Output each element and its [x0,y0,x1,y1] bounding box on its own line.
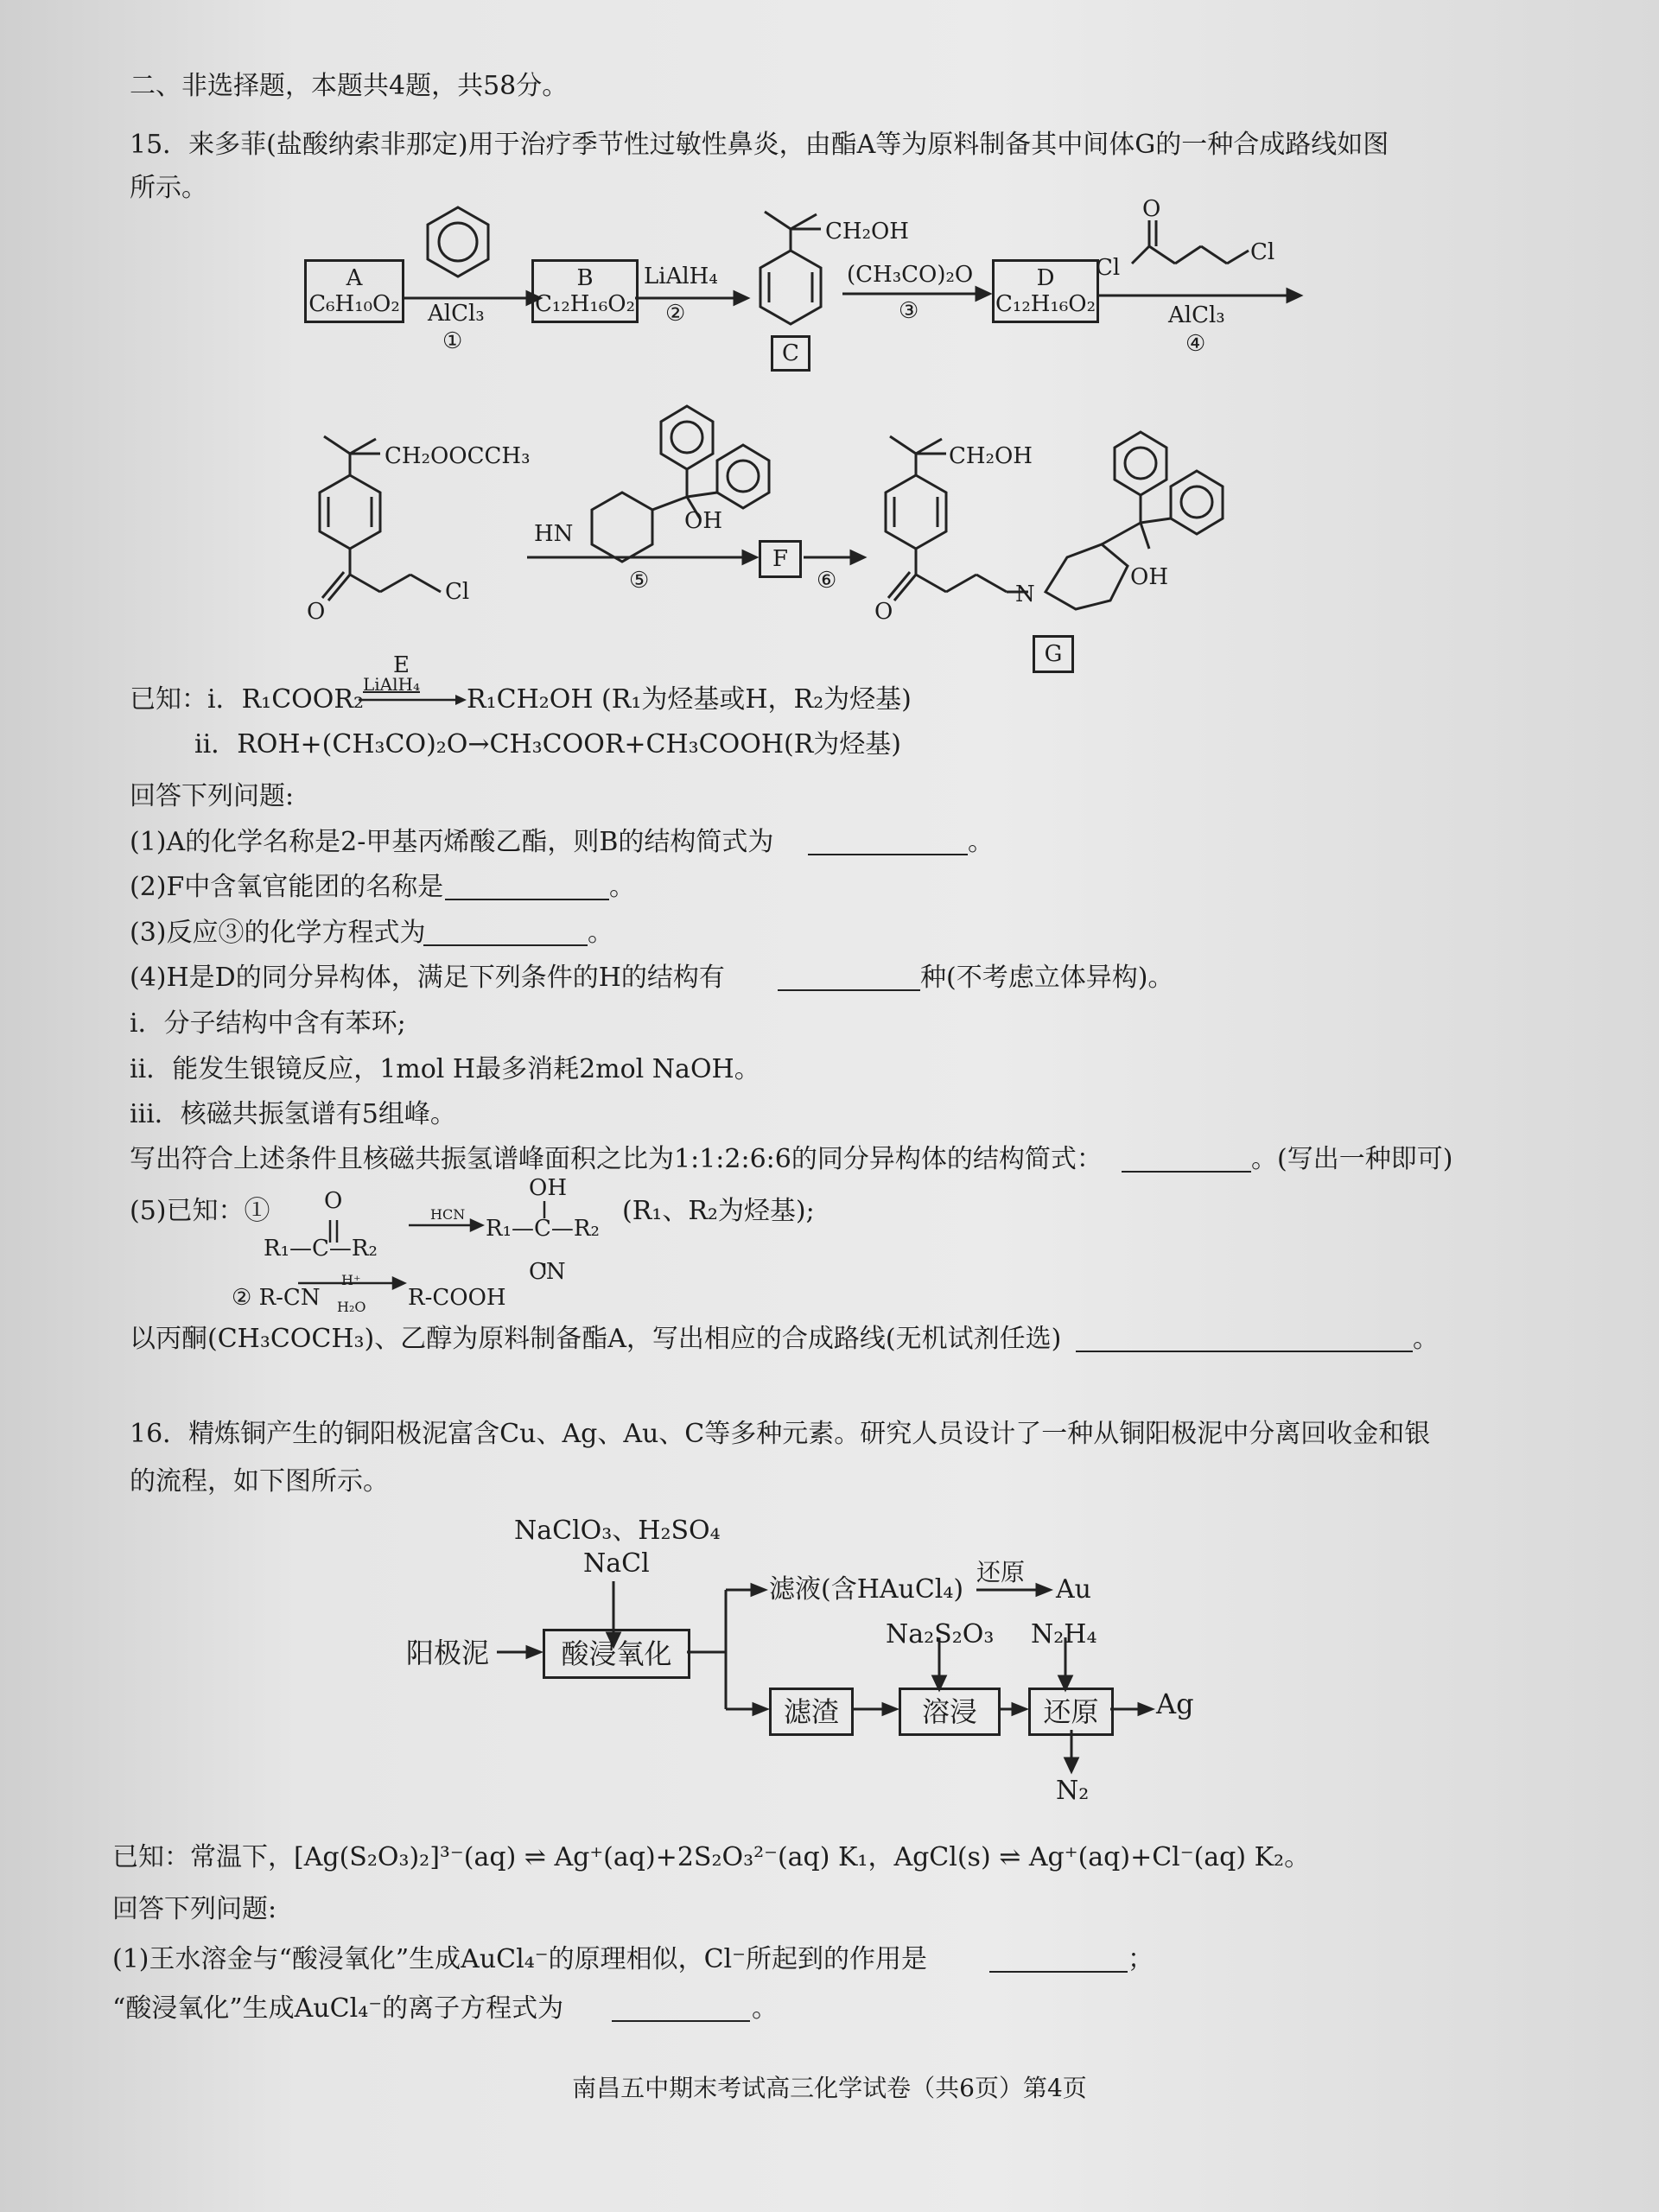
known-i-prefix: 已知：i．R₁COOR₂ [130,684,364,715]
q16-ag: Ag [1156,1688,1194,1720]
q15-4-write-tail: 。(写出一种即可) [1251,1144,1453,1174]
condition-iii: iii．核磁共振氢谱有5组峰。 [130,1099,456,1129]
q15-5-r-note: (R₁、R₂为烃基); [622,1196,815,1226]
q15-5-prefix: (5)已知：① [130,1196,270,1226]
section-header: 二、非选择题，本题共4题，共58分。 [130,71,569,101]
q15-3-blank[interactable] [423,944,588,946]
q16-reduce-label: 还原 [976,1558,1026,1586]
step3-reagent: (CH₃CO)₂O [847,262,974,288]
condition-ii: ii．能发生银镜反应，1mol H最多消耗2mol NaOH。 [130,1054,760,1084]
step5-number: ⑤ [629,568,650,594]
answer-prompt-15: 回答下列问题: [130,781,295,811]
q16-n2h4: N₂H₄ [1031,1619,1097,1649]
compound-a-label: A [346,265,363,291]
row2-ketone-o: O [307,599,326,625]
q15-2: (2)F中含氧官能团的名称是 [130,872,444,902]
q16-flowchart-lines [0,1503,1659,1815]
q16-residue-box [769,1688,854,1736]
step1-number: ① [442,328,463,354]
g-oh: OH [1130,564,1168,590]
acyl-cl-left: Cl [1096,255,1121,281]
q16-leach-box [899,1688,1001,1736]
q15-3: (3)反应③的化学方程式为 [130,918,426,948]
compound-b-box [531,259,639,323]
q15-1-blank[interactable] [808,854,968,855]
condition-i: i．分子结构中含有苯环; [130,1008,406,1039]
known-i-arrow [359,691,471,709]
q15-4-blank[interactable] [778,989,920,991]
q15-5-2-bottom: H₂O [337,1299,366,1315]
q15-5-hcn: HCN [430,1206,466,1223]
q15-5-left: R₁—C—R₂ [264,1236,378,1262]
q16-reagent-top2: NaCl [583,1548,650,1579]
q16-na2s2o3: Na₂S₂O₃ [886,1619,995,1649]
q16-1: (1)王水溶金与“酸浸氧化”生成AuCl₄⁻的原理相似，Cl⁻所起到的作用是 [112,1944,927,1974]
row2-group-acetate: CH₂OOCCH₃ [385,443,531,469]
q16-reduce: 还原 [1043,1695,1099,1728]
acyl-cl-right: Cl [1250,239,1275,265]
q16-au: Au [1056,1574,1091,1605]
compound-c-group: CH₂OH [825,219,909,245]
step2-number: ② [665,301,686,327]
q15-intro-line1: 15．来多菲(盐酸纳索非那定)用于治疗季节性过敏性鼻炎，由酯A等为原料制备其中间体G的一种合成路线如图 [130,130,1389,160]
piperidine-hn: HN [534,521,574,547]
step4-catalyst: AlCl₃ [1168,302,1225,328]
q15-2-blank[interactable] [445,899,609,900]
q15-4: (4)H是D的同分异构体，满足下列条件的H的结构有 [130,963,725,993]
compound-d-label: D [1036,265,1055,291]
q15-5-task: 以丙酮(CH₃COCH₃)、乙醇为原料制备酯A，写出相应的合成路线(无机试剂任选) [130,1324,1062,1354]
q16-reduce-box [1028,1688,1114,1736]
compound-f-label: F [772,546,789,572]
q16-known: 已知：常温下，[Ag(S₂O₃)₂]³⁻(aq) ⇌ Ag⁺(aq)+2S₂O₃²⁻(aq) K₁，AgCl(s) ⇌ Ag⁺(aq)+Cl⁻(aq) K₂。 [112,1842,1311,1872]
g-group-ch2oh: CH₂OH [949,443,1033,469]
known-i-suffix: R₁CH₂OH (R₁为烃基或H，R₂为烃基) [467,684,912,715]
q16-answer-prompt: 回答下列问题: [112,1894,277,1924]
page-footer: 南昌五中期末考试高三化学试卷（共6页）第4页 [572,2074,1087,2102]
step2-reagent: LiAlH₄ [644,264,718,289]
q15-4-write: 写出符合上述条件且核磁共振氢谱峰面积之比为1:1:2:6:6的同分异构体的结构简式： [130,1144,1103,1174]
known-i-reagent: LiAlH₄ [363,674,420,695]
q16-1-blank[interactable] [989,1971,1128,1973]
q15-5-blank[interactable] [1076,1351,1413,1352]
compound-f-box [759,540,802,578]
q16-intro-line1: 16．精炼铜产生的铜阳极泥富含Cu、Ag、Au、C等多种元素。研究人员设计了一种从铜阳极泥中分离回收金和银 [130,1419,1431,1449]
exam-page: 二、非选择题，本题共4题，共58分。 15．来多菲(盐酸纳索非那定)用于治疗季节性过敏性鼻炎，由酯A等为原料制备其中间体G的一种合成路线如图 所示。 O Cl Cl A C₆H₁₀O₂ AlCl₃ ① B C₁₂H₁₆O₂ LiAlH₄ ② CH₂OH C (CH₃CO)₂O ③ D C₁₂H₁₆O₂ AlCl₃ ④ CH₂OOCCH₃ O Cl HN OH ⑤ F ⑥ CH₂OH O N OH G E 已知：i．R₁COOR₂ LiAlH₄ R₁CH₂OH (R₁为烃基或H，R₂为烃基) ii．ROH+(CH₃CO)₂O→CH₃COOR+CH₃COOH(R为烃基) 回答下列问题: (1)A的化学名称是2-甲基丙烯酸乙酯，则B的结构简式为 。 (2)F中含氧官能团的名称是 。 (3)反应③的化学方程式为 。 (4)H是D的同分异构体，满足下列条件的H的结构有 种(不考虑立体异构)。 i．分子结构中含有苯环; ii．能发生银镜反应，1mol H最多消耗2mol NaOH。 iii．核磁共振氢谱有5组峰。 写出符合上述条件且核磁共振氢谱峰面积之比为1:1:2:6:6的同分异构体的结构简式： 。(写出一种即可) (5)已知：① O R₁—C—R₂ HCN OH R₁—C—R₂ CN (R₁、R₂为烃基); ② R-CN H⁺ H₂O R-COOH 以丙酮(CH₃COCH₃)、乙醇为原料制备酯A，写出相应的合成路线(无机试剂任选) 。 16．精炼铜产生的铜阳极泥富含Cu、Ag、Au、C等多种元素。研究人员设计了一种从铜阳极泥中分离回收金和银 的流程，如下图所示。 NaClO₃、H₂SO₄ NaCl 阳极泥 酸浸氧化 滤液(含HAuCl₄) 还原 Au 滤渣 Na₂S₂O₃ 溶浸 N₂H₄ 还原 Ag N₂ 已知：常温下，[Ag(S₂O₃)₂]³⁻(aq) ⇌ Ag⁺(aq)+2S₂O₃²⁻(aq) K₁，AgCl(s) ⇌ Ag⁺(aq)+Cl⁻(aq) K₂。 回答下列问题: (1)王水溶金与“酸浸氧化”生成AuCl₄⁻的原理相似，Cl⁻所起到的作用是 ； “酸浸氧化”生成AuCl₄⁻的离子方程式为 。 南昌五中期末考试高三化学试卷（共6页）第4页 [0,0,1659,2212]
compound-g-label: G [1044,641,1063,667]
compound-c-box [771,335,810,372]
g-ketone-o: O [874,599,893,625]
acyl-o: O [1142,196,1161,222]
piperidine-oh: OH [684,508,722,534]
step6-number: ⑥ [817,568,837,594]
synthesis-scheme-row2 [0,380,1659,674]
g-n: N [1015,582,1035,607]
q16-n2: N₂ [1056,1776,1090,1806]
compound-b-formula: C₁₂H₁₆O₂ [535,291,635,317]
q15-5-oh: OH [529,1175,567,1201]
compound-b-label: B [576,265,594,291]
known-e-label: E [393,652,410,678]
compound-a-formula: C₆H₁₀O₂ [308,291,400,317]
q16-1-line2: “酸浸氧化”生成AuCl₄⁻的离子方程式为 [112,1993,564,2024]
q16-leach: 溶浸 [921,1695,977,1728]
q15-5-right: R₁—C—R₂ [486,1216,600,1242]
q15-4-tail: 种(不考虑立体异构)。 [920,963,1174,993]
q15-5-o: O [324,1188,343,1214]
compound-d-box [992,259,1099,323]
compound-c-label: C [782,340,799,366]
q16-step-acid-box [543,1629,690,1679]
q15-1: (1)A的化学名称是2-甲基丙烯酸乙酯，则B的结构简式为 [130,827,774,857]
q15-5-2-top: H⁺ [341,1272,361,1288]
q16-step-acid: 酸浸氧化 [561,1637,672,1670]
compound-d-formula: C₁₂H₁₆O₂ [995,291,1096,317]
q16-intro-line2: 的流程，如下图所示。 [130,1466,389,1497]
q16-start: 阳极泥 [406,1637,490,1669]
q15-5-cn: CN [529,1259,566,1285]
q15-intro-line2: 所示。 [130,173,207,203]
q15-5-2-right: R-COOH [408,1285,506,1311]
q16-reagent-top1: NaClO₃、H₂SO₄ [514,1516,721,1546]
compound-a-box [304,259,404,323]
step3-number: ③ [899,298,919,324]
q15-5-2-left: ② R-CN [232,1285,321,1311]
step1-reagent: AlCl₃ [428,301,485,327]
row2-cl: Cl [445,579,470,605]
q16-1-line2-blank[interactable] [612,2020,750,2022]
known-ii: ii．ROH+(CH₃CO)₂O→CH₃COOR+CH₃COOH(R为烃基) [194,729,901,760]
step4-number: ④ [1185,331,1206,357]
compound-g-box [1033,635,1074,673]
q16-filtrate: 滤液(含HAuCl₄) [769,1574,964,1605]
q16-residue: 滤渣 [783,1695,839,1728]
